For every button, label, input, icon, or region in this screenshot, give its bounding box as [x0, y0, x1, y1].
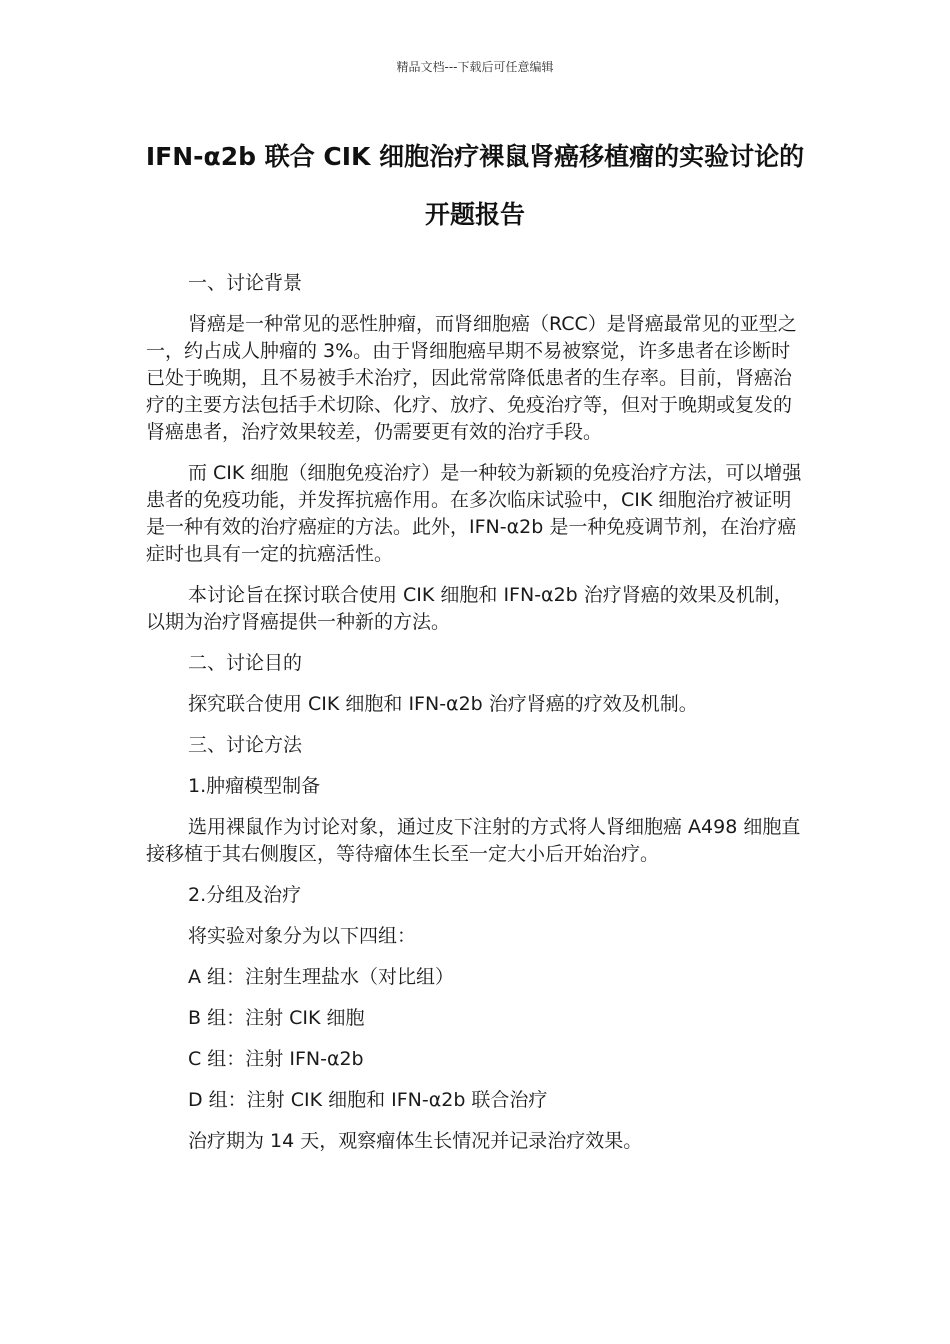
group-item-b: B 组：注射 CIK 细胞 — [188, 1007, 365, 1029]
subsection-heading-grouping: 2.分组及治疗 — [188, 884, 302, 906]
section-heading-background: 一、讨论背景 — [188, 272, 303, 294]
subsection-heading-tumor-model: 1.肿瘤模型制备 — [188, 775, 321, 797]
header-note: 精品文档---下载后可任意编辑 — [396, 60, 554, 74]
background-paragraph-3: 本讨论旨在探讨联合使用 CIK 细胞和 IFN-α2b 治疗肾癌的效果及机制，以期为治疗肾癌提供一种新的方法。 — [146, 584, 793, 633]
grouping-intro: 将实验对象分为以下四组： — [188, 925, 417, 947]
group-item-a: A 组：注射生理盐水（对比组） — [188, 966, 455, 988]
document-body — [146, 270, 808, 1169]
treatment-period-paragraph: 治疗期为 14 天，观察瘤体生长情况并记录治疗效果。 — [188, 1130, 643, 1152]
group-item-d: D 组：注射 CIK 细胞和 IFN-α2b 联合治疗 — [188, 1089, 548, 1111]
background-paragraph-2: 而 CIK 细胞（细胞免疫治疗）是一种较为新颖的免疫治疗方法，可以增强患者的免疫功能，并发挥抗癌作用。在多次临床试验中，CIK 细胞治疗被证明是一种有效的治疗癌症的方法。此外，IFN-α2b 是一种免疫调节剂，在治疗癌症时也具有一定的抗癌活性。 — [146, 462, 802, 565]
tumor-model-paragraph: 选用裸鼠作为讨论对象，通过皮下注射的方式将人肾细胞癌 A498 细胞直接移植于其右侧腹区，等待瘤体生长至一定大小后开始治疗。 — [146, 816, 801, 865]
document-title: IFN-α2b 联合 CIK 细胞治疗裸鼠肾癌移植瘤的实验讨论的开题报告 — [145, 142, 805, 229]
section-heading-methods: 三、讨论方法 — [188, 734, 303, 756]
purpose-paragraph: 探究联合使用 CIK 细胞和 IFN-α2b 治疗肾癌的疗效及机制。 — [188, 693, 698, 715]
background-paragraph-1: 肾癌是一种常见的恶性肿瘤，而肾细胞癌（RCC）是肾癌最常见的亚型之一，约占成人肿瘤的 3%。由于肾细胞癌早期不易被察觉，许多患者在诊断时已处于晚期，且不易被手术治疗，因此常常降低患者的生存率。目前，肾癌治疗的主要方法包括手术切除、化疗、放疗、免疫治疗等，但对于晚期或复发的肾癌患者，治疗效果较差，仍需要更有效的治疗手段。 — [146, 313, 797, 443]
group-item-c: C 组：注射 IFN-α2b — [188, 1048, 364, 1070]
section-heading-purpose: 二、讨论目的 — [188, 652, 303, 674]
